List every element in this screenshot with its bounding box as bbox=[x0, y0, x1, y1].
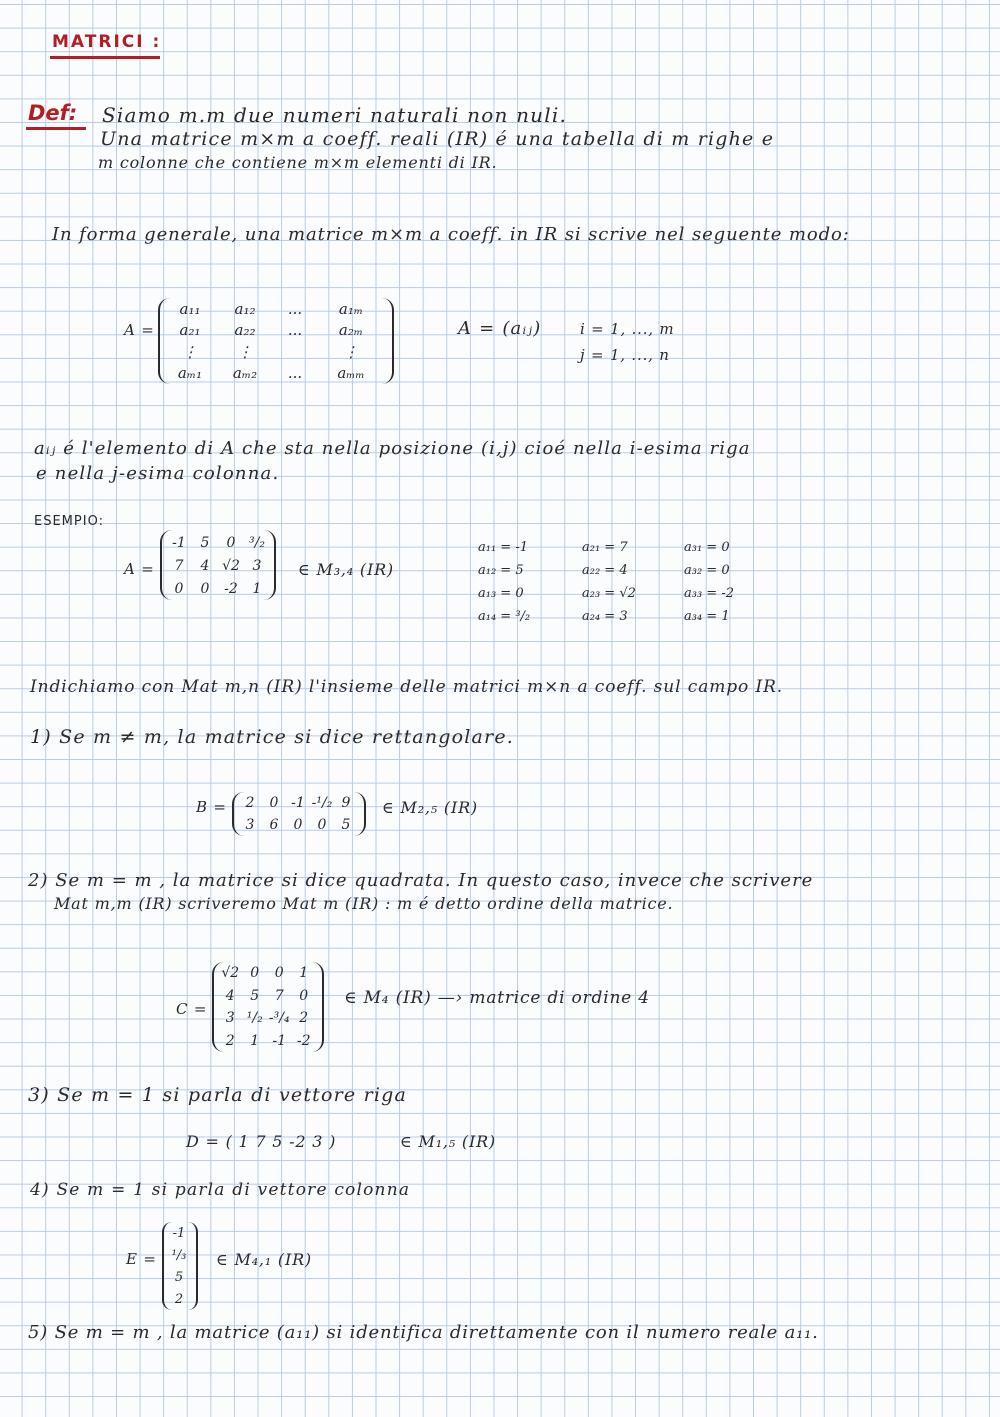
entry: a₃₃ = -2 bbox=[684, 586, 734, 601]
matrix-a-cell: a₂ₘ bbox=[338, 321, 364, 340]
case-1-text: 1) Se m ≠ m, la matrice si dice rettangolare. bbox=[30, 726, 515, 748]
matrix-a-cell: ⋮ bbox=[237, 342, 253, 361]
matrix-c-cell: ¹/₂ bbox=[246, 1010, 263, 1027]
entry: a₁₄ = ³/₂ bbox=[478, 609, 531, 624]
matrix-a-cell: ... bbox=[287, 299, 303, 318]
matrix-c-cell: -2 bbox=[296, 1032, 311, 1049]
matrix-c-cell: √2 bbox=[221, 965, 240, 982]
matrix-b-cell: 0 bbox=[317, 817, 327, 833]
example-cell: -1 bbox=[172, 535, 186, 552]
entry: a₃₂ = 0 bbox=[684, 563, 730, 578]
matrix-b-cell: 6 bbox=[269, 817, 279, 833]
example-membership: ∈ M₃,₄ (IR) bbox=[298, 560, 394, 579]
matrix-a-cell: ⋮ bbox=[182, 342, 198, 361]
example-cell: 4 bbox=[200, 557, 210, 574]
vector-e-cell: ¹/₃ bbox=[171, 1247, 187, 1263]
matrix-b-cell: 3 bbox=[245, 817, 255, 833]
vector-e-label: E = bbox=[126, 1250, 157, 1268]
vector-e-cell: 2 bbox=[174, 1291, 184, 1307]
matrix-c-label: C = bbox=[176, 1000, 208, 1018]
element-desc-line-2: e nella j-esima colonna. bbox=[36, 463, 280, 484]
matrix-c-cell: 7 bbox=[274, 987, 284, 1004]
matrix-c-cell: 2 bbox=[225, 1032, 235, 1049]
definition-line-3: m colonne che contiene m×m elementi di IR. bbox=[98, 153, 498, 172]
entry: a₂₃ = √2 bbox=[582, 586, 636, 601]
matrix-a-cell: ... bbox=[287, 364, 303, 383]
matrix-a-cell: aₘₘ bbox=[337, 364, 365, 383]
example-matrix bbox=[166, 532, 270, 600]
matrix-a-label: A = bbox=[124, 321, 155, 339]
j-range: j = 1, ..., n bbox=[580, 346, 670, 364]
matrix-b-cell: 0 bbox=[293, 817, 303, 833]
matrix-b bbox=[238, 792, 358, 836]
vector-e-cell: -1 bbox=[172, 1225, 186, 1241]
example-matrix-label: A = bbox=[124, 560, 155, 578]
case-5-text: 5) Se m = m , la matrice (a₁₁) si identifica direttamente con il numero reale a₁₁. bbox=[28, 1322, 819, 1343]
vector-d: D = ( 1 7 5 -2 3 ) bbox=[186, 1132, 337, 1151]
matrix-a-cell: a₂₁ bbox=[179, 321, 201, 340]
example-cell: 7 bbox=[174, 557, 184, 574]
entry: a₃₄ = 1 bbox=[684, 609, 730, 624]
entry: a₂₂ = 4 bbox=[582, 563, 628, 578]
matrix-c-cell: 1 bbox=[299, 965, 309, 982]
example-cell: ³/₂ bbox=[249, 535, 265, 552]
matrix-b-cell: 5 bbox=[341, 817, 351, 833]
general-form-text: In forma generale, una matrice m×m a coeff. in IR si scrive nel seguente modo: bbox=[52, 224, 850, 245]
matrix-c-cell: 0 bbox=[250, 965, 260, 982]
matrix-c-membership: ∈ M₄ (IR) —› matrice di ordine 4 bbox=[344, 988, 650, 1008]
matrix-a-cell: ... bbox=[287, 321, 303, 340]
example-cell: 3 bbox=[252, 557, 262, 574]
matrix-b-right-bracket bbox=[354, 792, 366, 836]
matrix-c-cell: 0 bbox=[274, 965, 284, 982]
matrix-a-cell: a₁ₘ bbox=[338, 299, 364, 318]
matrix-b-membership: ∈ M₂,₅ (IR) bbox=[382, 798, 478, 817]
example-cell: 1 bbox=[252, 580, 262, 597]
matrix-c-cell: 1 bbox=[250, 1032, 260, 1049]
title-underline bbox=[50, 56, 160, 59]
matrix-c-cell: 0 bbox=[299, 987, 309, 1004]
matrix-a-right-bracket bbox=[382, 298, 394, 384]
example-cell: 0 bbox=[226, 535, 236, 552]
element-desc-line-1: aᵢⱼ é l'elemento di A che sta nella posizione (i,j) cioé nella i-esima riga bbox=[34, 438, 751, 459]
matrix-c-cell: -³/₄ bbox=[268, 1010, 290, 1027]
matrix-b-cell: 0 bbox=[269, 795, 279, 811]
case-4-text: 4) Se m = 1 si parla di vettore colonna bbox=[30, 1180, 411, 1200]
entry: a₂₁ = 7 bbox=[582, 540, 628, 555]
entry: a₁₁ = -1 bbox=[478, 540, 528, 555]
entry: a₃₁ = 0 bbox=[684, 540, 730, 555]
definition-tag: Def: bbox=[28, 101, 78, 125]
case-2-line-1: 2) Se m = m , la matrice si dice quadrata. In questo caso, invece che scrivere bbox=[28, 870, 814, 891]
example-cell: √2 bbox=[222, 557, 240, 574]
example-cell: 0 bbox=[200, 580, 210, 597]
page-title: MATRICI : bbox=[52, 32, 162, 52]
entry: a₂₄ = 3 bbox=[582, 609, 628, 624]
example-right-bracket bbox=[264, 530, 276, 600]
entry: a₁₂ = 5 bbox=[478, 563, 524, 578]
example-cell: 0 bbox=[174, 580, 184, 597]
vector-e-membership: ∈ M₄,₁ (IR) bbox=[216, 1250, 312, 1269]
matrix-c-cell: 2 bbox=[299, 1010, 309, 1027]
matrix-c-cell: -1 bbox=[272, 1032, 287, 1049]
matrix-c-cell: 3 bbox=[225, 1010, 235, 1027]
case-2-line-2: Mat m,m (IR) scriveremo Mat m (IR) : m é detto ordine della matrice. bbox=[54, 894, 674, 913]
i-range: i = 1, ..., m bbox=[580, 320, 675, 338]
mat-notation-text: Indichiamo con Mat m,n (IR) l'insieme delle matrici m×n a coeff. sul campo IR. bbox=[30, 677, 784, 697]
vector-e-cell: 5 bbox=[174, 1269, 184, 1285]
matrix-a-cell: aₘ₂ bbox=[232, 364, 258, 383]
example-cell: -2 bbox=[224, 580, 238, 597]
example-entries bbox=[478, 536, 768, 628]
case-3-text: 3) Se m = 1 si parla di vettore riga bbox=[28, 1084, 408, 1106]
matrix-b-label: B = bbox=[196, 798, 227, 816]
definition-line-2: Una matrice m×m a coeff. reali (IR) é una tabella di m righe e bbox=[100, 128, 775, 150]
example-label: ESEMPIO: bbox=[34, 514, 104, 529]
matrix-a-short-form: A = (aᵢⱼ) bbox=[458, 318, 542, 339]
vector-e-right-bracket bbox=[188, 1222, 198, 1310]
matrix-b-cell: -1 bbox=[291, 795, 305, 811]
vector-d-membership: ∈ M₁,₅ (IR) bbox=[400, 1132, 496, 1151]
matrix-c bbox=[218, 962, 316, 1052]
matrix-b-cell: 2 bbox=[245, 795, 255, 811]
matrix-c-right-bracket bbox=[312, 962, 324, 1052]
matrix-c-cell: 4 bbox=[225, 987, 235, 1004]
example-cell: 5 bbox=[200, 535, 210, 552]
matrix-a-cell: ⋮ bbox=[343, 342, 359, 361]
matrix-a-cell: aₘ₁ bbox=[177, 364, 203, 383]
matrix-a-cell: a₁₂ bbox=[234, 299, 256, 318]
definition-underline bbox=[26, 127, 86, 130]
matrix-a-cell: a₂₂ bbox=[234, 321, 256, 340]
matrix-a-cell: a₁₁ bbox=[179, 299, 201, 318]
definition-line-1: Siamo m.m due numeri naturali non nuli. bbox=[102, 103, 568, 127]
matrix-a-general bbox=[165, 298, 387, 384]
matrix-b-cell: 9 bbox=[341, 795, 351, 811]
entry: a₁₃ = 0 bbox=[478, 586, 524, 601]
matrix-c-cell: 5 bbox=[250, 987, 260, 1004]
matrix-b-cell: -¹/₂ bbox=[311, 795, 333, 811]
